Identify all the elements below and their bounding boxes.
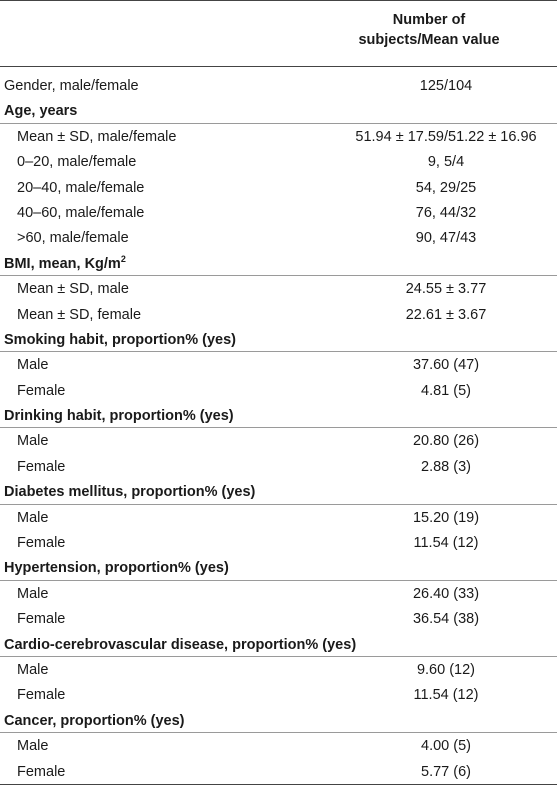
- row-label-text: Diabetes mellitus, proportion% (yes): [4, 484, 256, 501]
- row-label: [4, 78, 139, 94]
- row-label-text: Mean ± SD, female: [17, 306, 142, 323]
- row-label-text: Female: [17, 763, 66, 780]
- row-label: [17, 510, 48, 526]
- table-row: [0, 124, 557, 149]
- row-label: [4, 713, 184, 729]
- row-label: [4, 408, 234, 424]
- table-row: [0, 454, 557, 479]
- row-label-text: Female: [17, 382, 66, 399]
- row-value: 2.88 (3): [421, 458, 471, 475]
- row-value: 4.81 (5): [421, 382, 471, 399]
- row-label-text: Cardio-cerebrovascular disease, proportion% (yes): [4, 636, 357, 653]
- section-header-row: [0, 555, 557, 580]
- row-value: 26.40 (33): [412, 585, 480, 602]
- table-row: [0, 530, 557, 555]
- header-rule: [0, 66, 557, 67]
- table-row: [0, 581, 557, 606]
- row-label-text: Smoking habit, proportion% (yes): [4, 331, 237, 348]
- bottom-rule: [0, 784, 557, 785]
- row-value: 22.61 ± 3.67: [405, 306, 487, 323]
- row-label-text: Female: [17, 535, 66, 552]
- row-value: 24.55 ± 3.77: [405, 281, 487, 298]
- row-label: [17, 129, 176, 145]
- section-header-row: [0, 327, 557, 352]
- row-value: 5.77 (6): [421, 763, 471, 780]
- table-row: [0, 149, 557, 174]
- row-label-text: Male: [17, 357, 49, 374]
- row-label: [17, 383, 65, 399]
- row-value: 11.54 (12): [413, 687, 479, 704]
- row-value: 4.00 (5): [421, 738, 471, 755]
- table-row: [0, 73, 557, 98]
- row-label: [17, 738, 48, 754]
- table-row: [0, 657, 557, 682]
- row-label: [17, 687, 65, 703]
- column-header-line2: subjects/Mean value: [358, 32, 500, 48]
- row-label: [17, 307, 141, 323]
- row-label: [17, 205, 144, 221]
- row-value: 11.54 (12): [413, 535, 479, 552]
- row-value: 37.60 (47): [412, 357, 480, 374]
- table-row: [0, 759, 557, 784]
- row-value: 9, 5/4: [427, 154, 465, 171]
- table-row: [0, 733, 557, 758]
- row-label-text: Drinking habit, proportion% (yes): [4, 408, 234, 425]
- row-label: [4, 637, 356, 653]
- table-row: [0, 606, 557, 631]
- table-row: [0, 682, 557, 707]
- row-value: 36.54 (38): [412, 611, 480, 628]
- row-label-text: Age, years: [4, 103, 78, 120]
- row-label-text: Mean ± SD, male: [17, 281, 129, 298]
- row-label-superscript: 2: [120, 253, 126, 264]
- section-header-row: [0, 403, 557, 428]
- row-label: [17, 154, 136, 170]
- row-label: [17, 281, 129, 297]
- row-value: 9.60 (12): [416, 661, 476, 678]
- row-label-text: Male: [17, 509, 49, 526]
- row-label-text: Male: [17, 433, 49, 450]
- row-label-text: 40–60, male/female: [17, 204, 145, 221]
- row-value: 15.20 (19): [412, 509, 480, 526]
- column-header-line1: Number of: [392, 12, 466, 28]
- row-label-text: >60, male/female: [17, 230, 129, 247]
- row-label: [17, 535, 65, 551]
- row-label-text: Mean ± SD, male/female: [17, 128, 177, 145]
- section-header-row: [0, 479, 557, 504]
- row-label-text: Female: [17, 458, 66, 475]
- table-body: [0, 73, 557, 784]
- row-value: 125/104: [419, 78, 473, 94]
- section-header-row: [0, 98, 557, 123]
- row-label: [17, 662, 48, 678]
- table-row: [0, 352, 557, 377]
- row-label: [17, 611, 65, 627]
- table-row: [0, 302, 557, 327]
- table-row: [0, 200, 557, 225]
- row-label-text: 20–40, male/female: [17, 179, 145, 196]
- column-header-value: [334, 10, 524, 50]
- row-label-text: Male: [17, 661, 49, 678]
- table-row: [0, 378, 557, 403]
- row-label-text: Male: [17, 585, 49, 602]
- row-label-text: Cancer, proportion% (yes): [4, 712, 185, 729]
- row-label-text: Gender, male/female: [4, 78, 139, 94]
- row-label-text: Female: [17, 611, 66, 628]
- table-header: [0, 0, 557, 66]
- row-value: 90, 47/43: [415, 230, 477, 247]
- row-label-text: BMI, mean, Kg/m: [4, 255, 121, 272]
- table-row: [0, 276, 557, 301]
- row-label: [4, 332, 236, 348]
- row-label: [17, 433, 48, 449]
- row-label: [17, 586, 48, 602]
- section-header-row: [0, 708, 557, 733]
- row-value: 20.80 (26): [412, 433, 480, 450]
- table-row: [0, 225, 557, 250]
- row-label: [17, 764, 65, 780]
- row-value: 76, 44/32: [415, 204, 477, 221]
- row-label: [17, 357, 48, 373]
- row-label-text: Female: [17, 687, 66, 704]
- row-label: [17, 230, 129, 246]
- row-label: [4, 560, 229, 576]
- table-row: [0, 175, 557, 200]
- row-label: [17, 180, 144, 196]
- row-label: [17, 459, 65, 475]
- row-label: [4, 103, 77, 119]
- row-label-text: Male: [17, 738, 49, 755]
- section-header-row: [0, 251, 557, 276]
- row-label-text: Hypertension, proportion% (yes): [4, 560, 229, 577]
- row-label-text: 0–20, male/female: [17, 154, 137, 171]
- section-header-row: [0, 632, 557, 657]
- row-label: [4, 484, 255, 500]
- row-label: [4, 253, 126, 272]
- table-row: [0, 505, 557, 530]
- row-value: 51.94 ± 17.59/51.22 ± 16.96: [355, 128, 537, 145]
- row-value: 54, 29/25: [415, 179, 477, 196]
- table-row: [0, 428, 557, 453]
